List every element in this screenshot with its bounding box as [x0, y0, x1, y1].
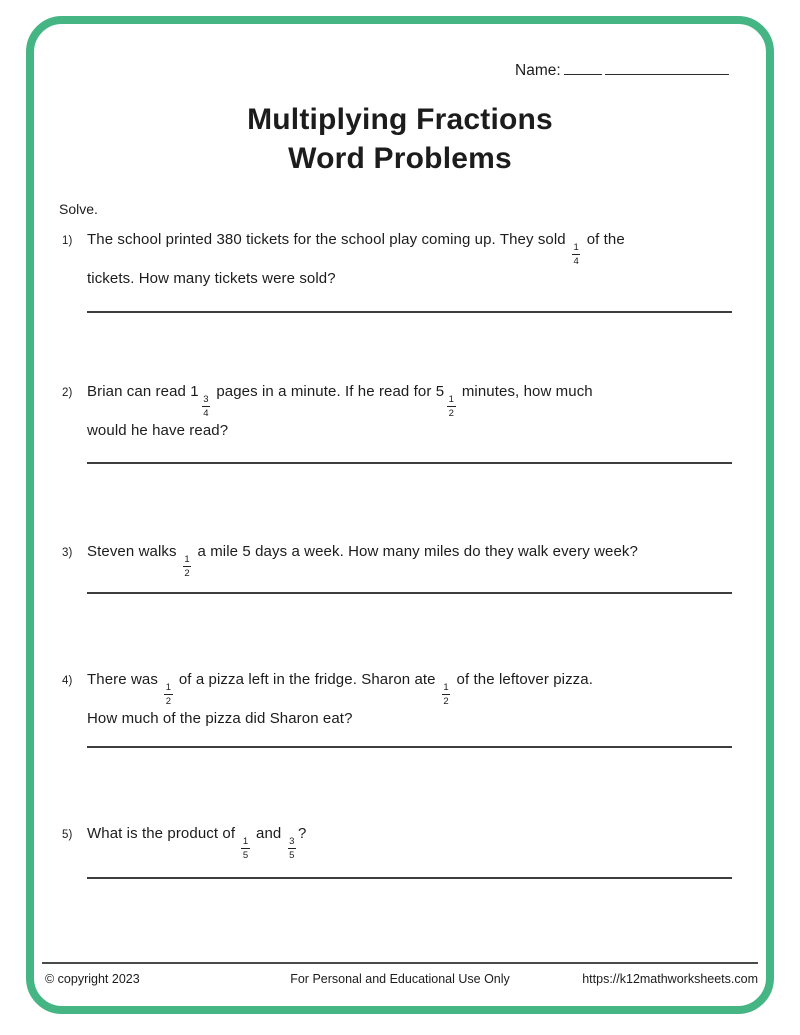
- mixed-number-whole: 1: [190, 383, 199, 400]
- problem-text: Steven walks $\frac{1}{2}$ a mile 5 days a week. How many miles do they walk every week?: [87, 543, 638, 579]
- problem-4: [62, 667, 747, 732]
- problem-1: [62, 227, 747, 292]
- answer-line-1: [87, 311, 732, 313]
- name-blank-line: [605, 61, 729, 75]
- title-line-1: Multiplying Fractions: [247, 103, 553, 136]
- fraction: $\frac{1}{5}$: [242, 836, 249, 861]
- problem-text: What is the product of $\frac{1}{5}$ and $\frac{3}{5}$ ?: [87, 825, 307, 861]
- worksheet-title: [0, 100, 800, 178]
- problem-text: There was $\frac{1}{2}$ of a pizza left in the fridge. Sharon ate $\frac{1}{2}$ of the leftover pizza. How much of the pizza did Sharon eat?: [87, 671, 593, 727]
- problem-2: [62, 379, 747, 444]
- name-label: Name:: [515, 62, 561, 79]
- problem-5: [62, 821, 747, 860]
- fraction: $\frac{1}{4}$: [573, 242, 579, 267]
- problem-number: 4): [62, 675, 73, 687]
- problem-text: The school printed 380 tickets for the school play coming up. They sold $\frac{1}{4}$ of the tickets. How many tickets were sold?: [87, 231, 625, 287]
- problem-number: 1): [62, 235, 73, 247]
- footer-divider: [42, 962, 758, 964]
- title-line-2: Word Problems: [288, 142, 512, 175]
- answer-line-2: [87, 462, 732, 464]
- problem-3: [62, 539, 747, 578]
- problem-number: 5): [62, 829, 73, 841]
- fraction: $\frac{1}{2}$: [448, 394, 455, 419]
- name-row: [515, 61, 729, 80]
- answer-line-4: [87, 746, 732, 748]
- fraction: $\frac{3}{5}$: [289, 836, 295, 861]
- fraction: $\frac{1}{2}$: [184, 554, 190, 579]
- problem-number: 2): [62, 387, 73, 399]
- answer-line-5: [87, 877, 732, 879]
- mixed-number-whole: 5: [435, 383, 445, 400]
- fraction: $\frac{1}{2}$: [165, 682, 172, 707]
- footer-url: https://k12mathworksheets.com: [582, 972, 758, 986]
- problem-text: Brian can read 1 $\frac{3}{4}$ pages in a minute. If he read for 5 $\frac{1}{2}$ minutes, how much would he have read?: [87, 383, 593, 439]
- solve-label: Solve.: [59, 201, 98, 217]
- footer-usage-note: For Personal and Educational Use Only: [290, 972, 510, 986]
- footer-copyright: © copyright 2023: [45, 972, 140, 986]
- problem-number: 3): [62, 547, 73, 559]
- name-blank-line: [564, 61, 602, 75]
- answer-line-3: [87, 592, 732, 594]
- fraction: $\frac{3}{4}$: [203, 394, 209, 419]
- fraction: $\frac{1}{2}$: [443, 682, 449, 707]
